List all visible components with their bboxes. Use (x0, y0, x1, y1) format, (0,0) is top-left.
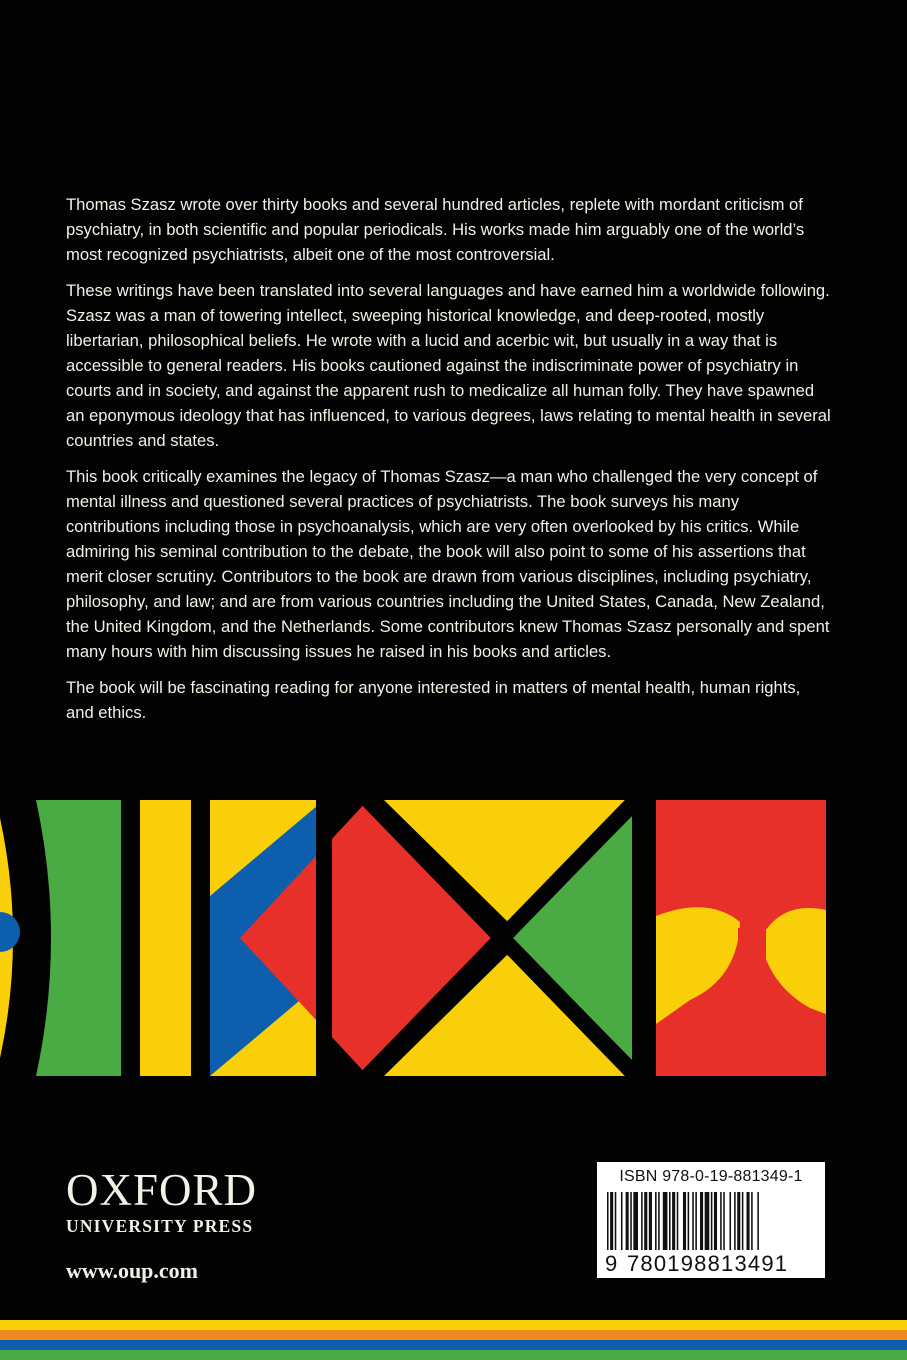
barcode-bar (692, 1192, 694, 1250)
barcode-bar (700, 1192, 703, 1250)
barcode-bar (630, 1192, 632, 1250)
barcode-bar (669, 1192, 671, 1250)
barcode-digit-first: 9 (605, 1251, 618, 1276)
barcode-bars (607, 1192, 815, 1250)
publisher-subtitle: UNIVERSITY PRESS (66, 1216, 254, 1236)
barcode-bar (649, 1192, 652, 1250)
stripe-yellow (0, 1320, 907, 1330)
barcode-bar (672, 1192, 675, 1250)
barcode-digits-rest: 780198813491 (627, 1251, 789, 1276)
blurb-text (66, 192, 832, 736)
barcode-bar (734, 1192, 736, 1250)
barcode-bar (641, 1192, 643, 1250)
barcode-bar (644, 1192, 647, 1250)
barcode-bar (720, 1192, 722, 1250)
color-stripes (0, 1320, 907, 1360)
barcode-bar (723, 1192, 725, 1250)
barcode-bar (610, 1192, 613, 1250)
barcode-bar (711, 1192, 713, 1250)
barcode-bar (695, 1192, 697, 1250)
publisher-logo (66, 1165, 258, 1237)
barcode-bar (757, 1192, 759, 1250)
barcode-bar (683, 1192, 686, 1250)
barcode-bar (747, 1192, 750, 1250)
stripe-orange (0, 1330, 907, 1340)
publisher-website-link[interactable]: www.oup.com (66, 1258, 199, 1283)
barcode-bar (621, 1192, 623, 1250)
blurb-paragraph-3: This book critically examines the legacy of Thomas Szasz—a man who challenged the very concept of mental illness and questioned several practices of psychiatrists. The book surveys his many contributions including those in psychoanalysis, which are very often overlooked by his critics. While admiring his seminal contribution to the debate, the book will also point to some of his assertions that merit closer scrutiny. Contributors to the book are drawn from various disciplines, including psychiatry, philosophy, and law; and are from various countries including the United States, Canada, New Zealand, the United Kingdom, and the Netherlands. Some contributors knew Thomas Szasz personally and spent many hours with him discussing issues he raised in his books and articles. (66, 467, 830, 661)
barcode-bar (714, 1192, 717, 1250)
barcode-bar (737, 1192, 740, 1250)
barcode-bar (633, 1192, 638, 1250)
barcode-bar (607, 1192, 609, 1250)
barcode-bar (688, 1192, 690, 1250)
barcode-bar (677, 1192, 679, 1250)
barcode-bar (729, 1192, 731, 1250)
art-yellow-bar (140, 800, 191, 1076)
barcode-bar (626, 1192, 629, 1250)
cover-artwork (0, 800, 826, 1076)
barcode-bar (705, 1192, 710, 1250)
barcode-bar (658, 1192, 660, 1250)
barcode-bar (615, 1192, 617, 1250)
barcode-bar (742, 1192, 744, 1250)
isbn-barcode (597, 1162, 825, 1278)
blurb-paragraph-2: These writings have been translated into several languages and have earned him a worldwide following. Szasz was a man of towering intellect, sweeping historical knowledge, and deep-rooted, mostly libertarian, philosophical beliefs. He wrote with a lucid and acerbic wit, but usually in a way that is accessible to general readers. His books cautioned against the indiscriminate power of psychiatry in courts and in society, and against the apparent rush to medicalize all human folly. They have spawned an eponymous ideology that has influenced, to various degrees, laws relating to mental health in several countries and states. (66, 281, 831, 450)
barcode-digits (605, 1251, 819, 1277)
barcode-bar (751, 1192, 753, 1250)
barcode-bar (663, 1192, 668, 1250)
isbn-label: ISBN 978-0-19-881349-1 (619, 1168, 803, 1185)
stripe-green (0, 1350, 907, 1360)
barcode-bar (655, 1192, 657, 1250)
publisher-name: OXFORD (66, 1165, 258, 1215)
stripe-blue (0, 1340, 907, 1350)
blurb-paragraph-4: The book will be fascinating reading for anyone interested in matters of mental health, human rights, and ethics. (66, 678, 801, 722)
art-red-pillar (738, 928, 766, 1076)
blurb-paragraph-1: Thomas Szasz wrote over thirty books and several hundred articles, replete with mordant criticism of psychiatry, in both scientific and popular periodicals. His works made him arguably one of the world’s most recognized psychiatrists, albeit one of the most controversial. (66, 195, 805, 264)
